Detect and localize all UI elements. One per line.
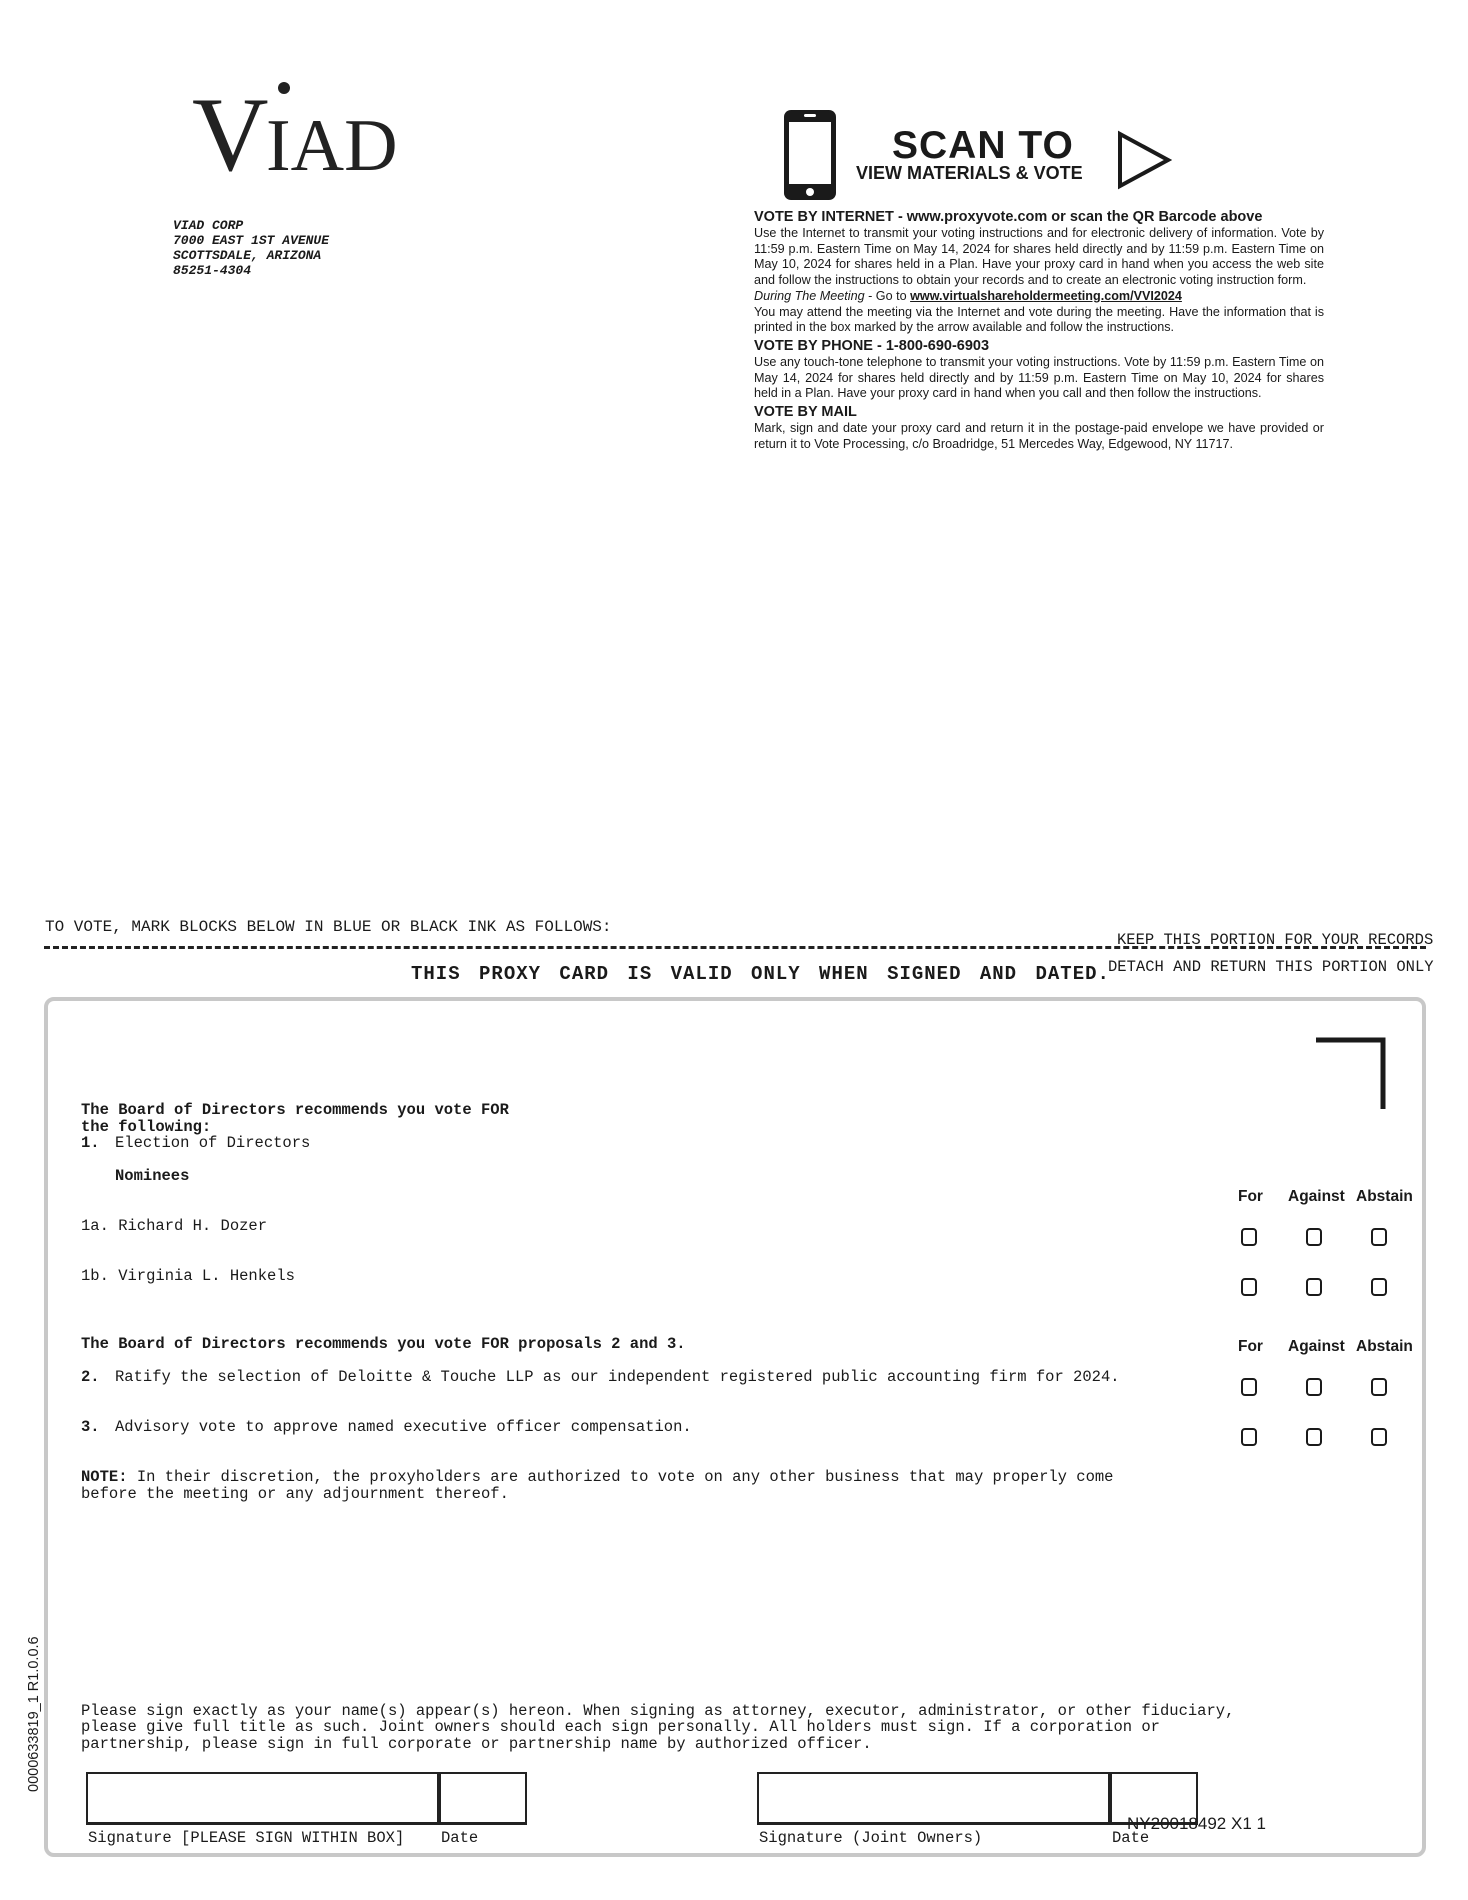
document-id: NY20018492 X1 1 (1127, 1814, 1266, 1833)
company-address-line2: SCOTTSDALE, ARIZONA (173, 248, 322, 263)
nominees-label: Nominees (115, 1167, 190, 1185)
meeting-text: - Go to (864, 288, 911, 303)
note-label: NOTE: (81, 1468, 128, 1486)
sign-instruction-line3: partnership, please sign in full corporate or partnership name by authorized officer. (81, 1735, 872, 1753)
phone-heading: VOTE BY PHONE - 1-800-690-6903 (754, 337, 990, 354)
nominee-1a-abstain-checkbox[interactable] (1371, 1228, 1387, 1246)
proposal-3-number: 3. (81, 1418, 100, 1436)
sign-instruction-line1: Please sign exactly as your name(s) appear(s) hereon. When signing as attorney, executor, administrator, or other fiduciary, (81, 1702, 1235, 1720)
proposal-2-abstain-checkbox[interactable] (1371, 1378, 1387, 1396)
internet-body: Use the Internet to transmit your voting instructions and for electronic delivery of information. Vote by 11:59 p.m. Eastern Time on May 14, 2024 for shares held directly and by 11:59 p.m. Eastern Time on May 10, 2024 for shares held in a Plan. Have your proxy card in hand when you access the web site and follow the instructions to obtain your records and to create an electronic voting instruction form. (754, 226, 1324, 288)
keep-records-label: KEEP THIS PORTION FOR YOUR RECORDS (1117, 931, 1434, 949)
proposal-2-number: 2. (81, 1368, 100, 1386)
joint-signature-box[interactable] (757, 1772, 1110, 1824)
nominee-1a-for-checkbox[interactable] (1241, 1228, 1257, 1246)
nominee-1b-against-checkbox[interactable] (1306, 1278, 1322, 1296)
company-zip: 85251-4304 (173, 263, 252, 278)
nominee-1a-against-checkbox[interactable] (1306, 1228, 1322, 1246)
nominee-1a-label: 1a. Richard H. Dozer (81, 1217, 268, 1235)
detach-return-label: DETACH AND RETURN THIS PORTION ONLY (1108, 958, 1434, 976)
proposal-3-for-checkbox[interactable] (1241, 1428, 1257, 1446)
signature-label: Signature [PLEASE SIGN WITHIN BOX] (88, 1829, 405, 1847)
abstain-column-header-2: Abstain (1356, 1338, 1413, 1355)
svg-text:V: V (192, 76, 265, 193)
company-address-line1: 7000 EAST 1ST AVENUE (173, 233, 330, 248)
scan-subtitle: VIEW MATERIALS & VOTE (856, 163, 1083, 183)
internet-heading: VOTE BY INTERNET - www.proxyvote.com or scan the QR Barcode above (754, 209, 1263, 225)
proposal-2-text: Ratify the selection of Deloitte & Touche LLP as our independent registered public accounting firm for 2024. (115, 1368, 1120, 1386)
recommendation-1-line2: the following: (81, 1118, 212, 1136)
svg-text:IAD: IAD (266, 105, 398, 187)
mark-instruction: TO VOTE, MARK BLOCKS BELOW IN BLUE OR BLACK INK AS FOLLOWS: (45, 918, 612, 936)
meeting-label: During The Meeting (754, 288, 865, 303)
recommendation-2: The Board of Directors recommends you vote FOR proposals 2 and 3. (81, 1335, 686, 1353)
against-column-header-2: Against (1288, 1338, 1345, 1355)
meeting-line (754, 289, 1324, 305)
sign-instruction-line2: please give full title as such. Joint owners should each sign personally. All holders must sign. If a corporation or (81, 1718, 1160, 1736)
meeting-body: You may attend the meeting via the Internet and vote during the meeting. Have the information that is printed in the box marked by the arrow available and follow the instructions. (754, 304, 1324, 335)
side-reference-code: 0000633819_1 R1.0.0.6 (26, 1636, 42, 1792)
proposal-3-abstain-checkbox[interactable] (1371, 1428, 1387, 1446)
nominee-1b-label: 1b. Virginia L. Henkels (81, 1267, 295, 1285)
phone-icon (780, 108, 840, 202)
for-column-header-2: For (1238, 1338, 1263, 1355)
nominee-1b-for-checkbox[interactable] (1241, 1278, 1257, 1296)
signature-date-box[interactable] (439, 1772, 527, 1824)
proposal-3-against-checkbox[interactable] (1306, 1428, 1322, 1446)
note-line2: before the meeting or any adjournment thereof. (81, 1485, 509, 1503)
voting-instructions (754, 207, 1324, 452)
viad-logo (188, 70, 438, 210)
signature-underline (86, 1822, 527, 1825)
mail-body: Mark, sign and date your proxy card and return it in the postage-paid envelope we have provided or return it to Vote Processing, c/o Broadridge, 51 Mercedes Way, Edgewood, NY 11717. (754, 421, 1324, 451)
valid-only-notice: THIS PROXY CARD IS VALID ONLY WHEN SIGNED AND DATED. (411, 963, 1110, 985)
meeting-url-link[interactable]: www.virtualshareholdermeeting.com/VVI2024 (910, 288, 1182, 303)
proposal-2-for-checkbox[interactable] (1241, 1378, 1257, 1396)
play-arrow-icon (1116, 130, 1172, 190)
company-address (173, 218, 329, 278)
joint-date-label: Date (1112, 1829, 1150, 1847)
for-column-header: For (1238, 1188, 1263, 1205)
abstain-column-header: Abstain (1356, 1188, 1413, 1205)
joint-signature-label: Signature (Joint Owners) (759, 1829, 983, 1847)
proposal-2-against-checkbox[interactable] (1306, 1378, 1322, 1396)
against-column-header: Against (1288, 1188, 1345, 1205)
mail-heading: VOTE BY MAIL (754, 404, 857, 421)
note-text-1: In their discretion, the proxyholders are authorized to vote on any other business that may properly come (127, 1468, 1114, 1486)
phone-body: Use any touch-tone telephone to transmit your voting instructions. Vote by 11:59 p.m. Eastern Time on May 14, 2024 for shares held directly and by 11:59 p.m. Eastern Time on May 10, 2024 for shares held in a Plan. Have your proxy card in hand when you call and then follow the instructions. (754, 354, 1324, 401)
note-line1 (81, 1469, 1113, 1486)
company-name: VIAD CORP (173, 218, 244, 233)
proposal-3-text: Advisory vote to approve named executive officer compensation. (115, 1418, 692, 1436)
item-1-text: Election of Directors (115, 1134, 311, 1152)
recommendation-1-line1: The Board of Directors recommends you vote FOR (81, 1101, 509, 1119)
nominee-1b-abstain-checkbox[interactable] (1371, 1278, 1387, 1296)
corner-registration-mark (1316, 1037, 1386, 1109)
scan-title: SCAN TO (892, 124, 1074, 167)
item-1-number: 1. (81, 1134, 100, 1152)
date-label: Date (441, 1829, 479, 1847)
signature-box[interactable] (86, 1772, 439, 1824)
